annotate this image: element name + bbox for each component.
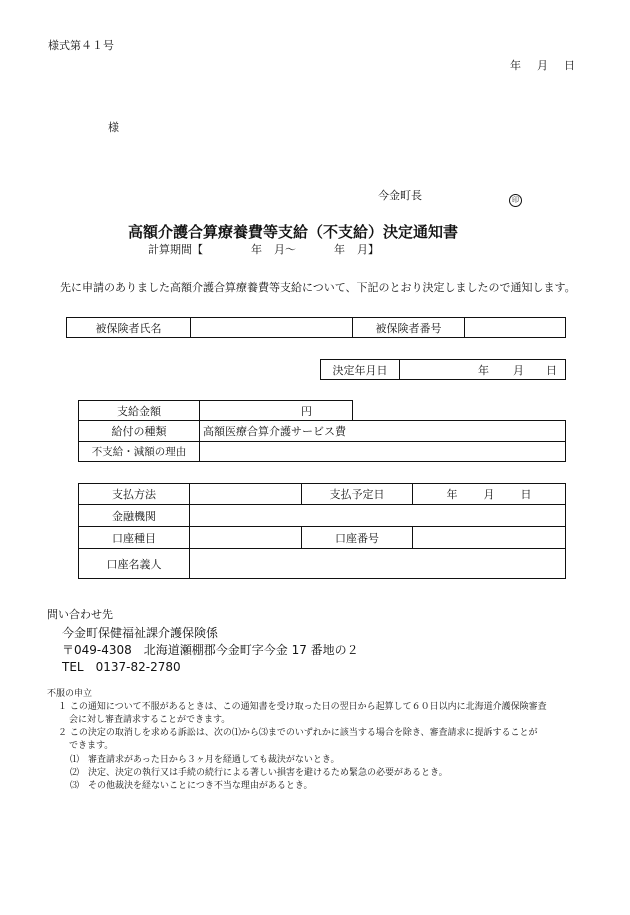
document-title: 高額介護合算療養費等支給（不支給）決定通知書: [128, 223, 459, 241]
calculation-period: [148, 241, 379, 257]
amount-field[interactable]: 円: [200, 401, 353, 421]
intro-text: 先に申請のありました高額介護合算療養費等支給について、下記のとおり決定しましたので通知します。: [60, 281, 576, 294]
issuer-title: 今金町長: [378, 189, 422, 202]
period-year-1: 年: [251, 243, 262, 256]
appeal-sub-1: ⑴ 審査請求があった日から３ヶ月を経過しても裁決がないとき。: [70, 755, 340, 765]
benefit-type-value: 高額医療合算介護サービス費: [200, 421, 566, 442]
amount-label: 支給金額: [79, 401, 200, 421]
account-number-field[interactable]: [413, 527, 566, 549]
appeal-sub-2: ⑵ 決定、決定の執行又は手続の続行による著しい損害を避けるため緊急の必要があるとき。: [70, 768, 448, 778]
seal-mark: 印: [509, 187, 522, 207]
period-year-2: 年: [334, 243, 345, 256]
institution-label: 金融機関: [79, 505, 190, 527]
payment-method-field[interactable]: [190, 484, 302, 505]
addressee-suffix: 様: [108, 121, 119, 134]
bank-table: [78, 483, 566, 579]
issue-date-day: 日: [564, 59, 575, 72]
account-number-label: 口座番号: [302, 527, 413, 549]
payment-method-label: 支払方法: [79, 484, 190, 505]
account-holder-field[interactable]: [190, 549, 566, 579]
amount-blank: [353, 401, 566, 421]
appeal-item-1-line-2: 会に対し審査請求することができます。: [69, 715, 231, 725]
decision-date-label: 決定年月日: [321, 360, 400, 380]
form-number: 様式第４１号: [48, 39, 114, 52]
appeal-heading: 不服の申立: [47, 689, 93, 699]
reason-label: 不支給・減額の理由: [79, 442, 200, 462]
insured-name-field[interactable]: [191, 318, 353, 338]
contact-department: 今金町保健福祉課介護保険係: [62, 626, 219, 640]
insured-name-label: 被保険者氏名: [67, 318, 191, 338]
payment-table: [78, 400, 566, 462]
reason-field[interactable]: [200, 442, 566, 462]
scheduled-date-label: 支払予定日: [302, 484, 413, 505]
contact-heading: 問い合わせ先: [47, 608, 113, 621]
institution-field[interactable]: [190, 505, 566, 527]
benefit-type-label: 給付の種類: [79, 421, 200, 442]
scheduled-date-field[interactable]: 年 月 日: [413, 484, 566, 505]
issue-date-month: 月: [537, 59, 548, 72]
appeal-item-2-line-2: できます。: [69, 741, 114, 751]
account-type-field[interactable]: [190, 527, 302, 549]
insured-table: [66, 317, 566, 338]
decision-date-table: [320, 359, 566, 380]
insured-number-field[interactable]: [465, 318, 566, 338]
account-type-label: 口座種目: [79, 527, 190, 549]
period-month-2: 月】: [357, 243, 379, 256]
issue-date-year: 年: [510, 59, 521, 72]
contact-phone: TEL 0137-82-2780: [62, 660, 181, 674]
period-label: 計算期間【: [148, 243, 203, 256]
appeal-item-2-line-1: ２ この決定の取消しを求める訴訟は、次の⑴から⑶までのいずれかに該当する場合を除き、審査請求に提訴することが: [58, 728, 538, 738]
account-holder-label: 口座名義人: [79, 549, 190, 579]
issue-date: [510, 57, 575, 73]
insured-number-label: 被保険者番号: [353, 318, 465, 338]
appeal-sub-3: ⑶ その他裁決を経ないことにつき不当な理由があるとき。: [70, 781, 313, 791]
contact-address: 〒049-4308 北海道瀬棚郡今金町字今金 17 番地の２: [62, 643, 359, 657]
decision-date-field[interactable]: 年 月 日: [400, 360, 566, 380]
period-month-1: 月～: [274, 243, 296, 256]
appeal-item-1-line-1: １ この通知について不服があるときは、この通知書を受け取った日の翌日から起算して６０日以内に北海道介護保険審査: [58, 702, 547, 712]
